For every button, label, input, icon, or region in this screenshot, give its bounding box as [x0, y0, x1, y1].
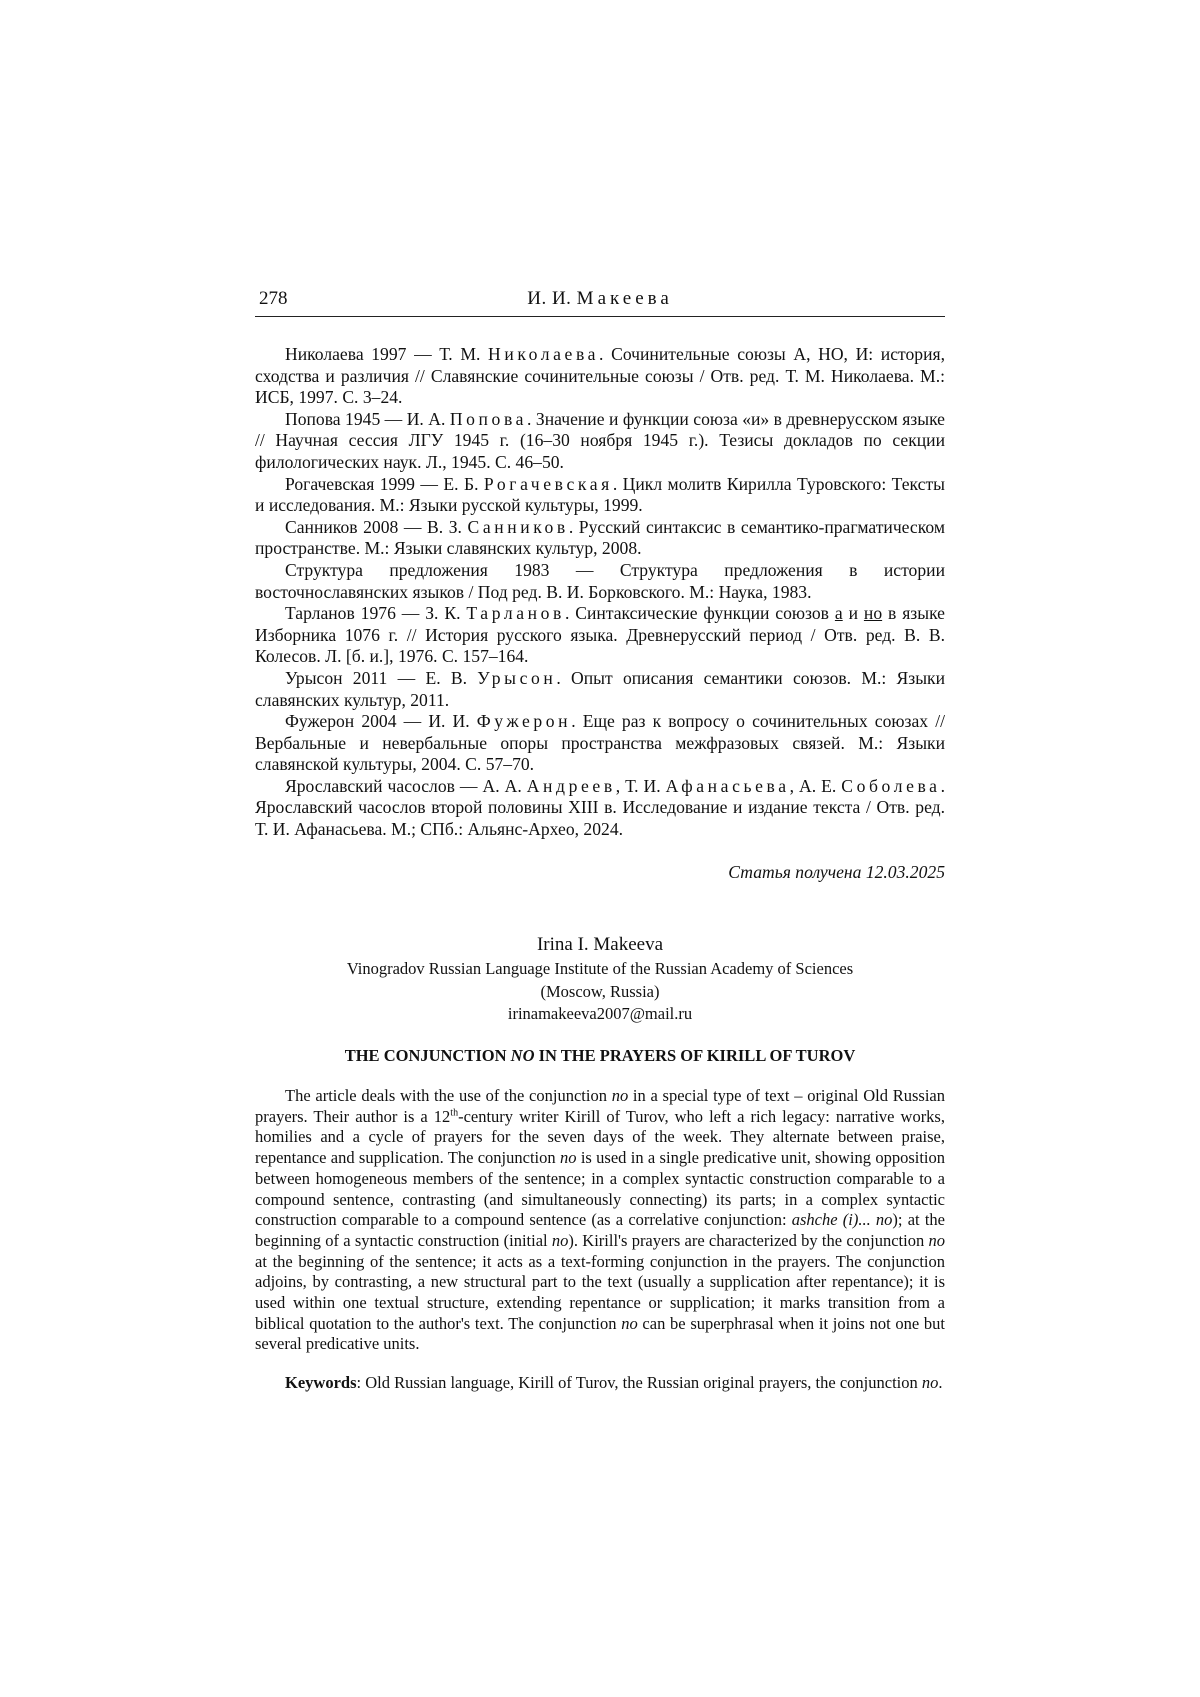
reference-key: Николаева 1997 — Т. М. [285, 344, 481, 364]
reference-item [255, 603, 945, 668]
abstract-italic-term: no [621, 1313, 638, 1333]
abstract-italic-term: no [611, 1086, 629, 1105]
title-text: IN THE PRAYERS OF KIRILL OF TUROV [538, 1046, 856, 1065]
reference-author: Соболева [841, 775, 941, 796]
running-title-initials: И. И. [527, 288, 572, 309]
reference-text: . Еще раз к вопросу о сочинительных союзах // Вербальные и невербальные опоры пространства межфразовых связей. М.: Языки славянской культуры, 2004. С. 57–70. [255, 711, 945, 775]
abstract-italic-term: ashche (i)... no [791, 1210, 893, 1230]
reference-text: . Значение и функции союза «и» в древнерусском языке // Научная сессия ЛГУ 1945 г. (16–30 ноября 1945 г.). Тезисы докладов по секции филологических наук. Л., 1945. С. 46–50. [255, 408, 945, 472]
keywords-italic-term: no [921, 1373, 939, 1392]
reference-item [255, 517, 945, 560]
reference-author: Рогачевская [483, 473, 613, 494]
keywords-label: Keywords [285, 1373, 357, 1392]
reference-key: Тарланов 1976 — З. К. [285, 603, 461, 624]
abstract-italic-term: no [928, 1230, 945, 1250]
abstract-text: can be superphrasal when it joins not one but several predicative units. [255, 1313, 945, 1354]
reference-text: . Сочинительные союзы А, НО, И: история, сходства и различия // Славянские сочинительные союзы / Отв. ред. Т. М. Николаева. М.: ИСБ, 1997. С. 3–24. [255, 344, 945, 408]
page-header [255, 286, 945, 317]
reference-key: Ярославский часослов — А. А. [285, 775, 522, 796]
reference-key: Рогачевская 1999 — Е. Б. [285, 473, 479, 494]
reference-author: Афанасьева [665, 775, 790, 796]
reference-item [255, 776, 945, 841]
title-italic-term: NO [510, 1046, 535, 1065]
affiliation-line: Vinogradov Russian Language Institute of the Russian Academy of Sciences [346, 959, 854, 978]
abstract-paragraph [255, 1086, 945, 1355]
author-name: Irina I. Makeeva [536, 934, 664, 955]
abstract-text: in a special type of text – original Old Russian prayers. Their author is a 12 [255, 1086, 945, 1126]
reference-key: Урысон 2011 — Е. В. [285, 667, 467, 688]
abstract-text: -century writer Kirill of Turov, who left a rich legacy: narrative works, homilies and a cycle of prayers for the seven days of the week. They alternate between praise, repentance and supplication. The conjunction [255, 1106, 945, 1168]
abstract-italic-term: no [551, 1230, 569, 1250]
keywords-paragraph [255, 1373, 945, 1394]
keywords-text: : Old Russian language, Kirill of Turov, the Russian original prayers, the conjunction [356, 1373, 922, 1392]
reference-text: . Ярославский часослов второй половины XIII в. Исследование и издание текста / Отв. ред. Т. И. Афанасьева. М.; СПб.: Альянс-Архео, 2024. [255, 775, 945, 840]
reference-key: Санников 2008 — В. З. [285, 516, 462, 537]
reference-text: , Т. И. [615, 775, 661, 796]
article-title-english [255, 1046, 945, 1066]
reference-author: Санников [467, 516, 569, 537]
abstract-text: ); at the beginning of a syntactic construction (initial [255, 1210, 945, 1250]
underlined-term: а [834, 603, 843, 624]
reference-list [255, 344, 945, 841]
abstract-text: The article deals with the use of the conjunction [285, 1086, 612, 1105]
reference-author: Урысон [477, 667, 557, 688]
reference-author: Попова [449, 408, 528, 429]
reference-text: Структура предложения 1983 — Структура предложения в истории восточнославянских языков / Под ред. В. И. Борковского. М.: Наука, 1983. [255, 559, 945, 602]
reference-text: . Цикл молитв Кирилла Туровского: Тексты и исследования. М.: Языки русской культуры, 1999. [255, 473, 945, 516]
reference-text: в языке Изборника 1076 г. // История русского языка. Древнерусский период / Отв. ред. В. В. Колесов. Л. [б. и.], 1976. С. 157–164. [255, 603, 945, 667]
reference-author: Тарланов [466, 603, 565, 624]
received-date: Статья получена 12.03.2025 [728, 862, 945, 882]
abstract-italic-term: no [559, 1148, 577, 1168]
reference-key: Фужерон 2004 — И. И. [285, 711, 470, 732]
reference-author: Андреев [526, 775, 616, 796]
reference-text: . Русский синтаксис в семантико-прагматическом пространстве. М.: Языки славянских культур, 2008. [255, 516, 945, 559]
reference-text: , А. Е. [789, 775, 837, 796]
running-title [255, 288, 945, 310]
reference-item [255, 409, 945, 474]
reference-text: и [842, 603, 864, 624]
reference-author: Фужерон [476, 711, 572, 732]
title-text: THE CONJUNCTION [344, 1046, 507, 1065]
running-title-surname: Макеева [576, 288, 673, 309]
reference-item [255, 474, 945, 517]
page-number: 278 [259, 288, 288, 309]
reference-item [255, 344, 945, 409]
reference-author: Николаева [488, 344, 600, 364]
affiliation-location: (Moscow, Russia) [540, 981, 660, 1001]
reference-key: Попова 1945 — И. А. [285, 408, 446, 429]
keywords-text: . [938, 1373, 943, 1392]
abstract-text: is used in a single predicative unit, showing opposition between homogeneous members of the sentence; in a complex syntactic construction comparable to a compound sentence, contrasting (and simultaneously connecting) its parts; in a complex syntactic construction comparable to a compound sentence (as a correlative conjunction: [255, 1148, 945, 1230]
reference-text: . Опыт описания семантики союзов. М.: Языки славянских культур, 2011. [255, 667, 945, 710]
reference-item [255, 668, 945, 711]
author-email: irinamakeeva2007@mail.ru [507, 1004, 693, 1023]
reference-text: . Синтаксические функции союзов [564, 603, 835, 624]
abstract-text: ). Kirill's prayers are characterized by the conjunction [568, 1230, 929, 1250]
abstract-text: at the beginning of the sentence; it acts as a text-forming conjunction in the prayers. The conjunction adjoins, by contrasting, a new structural part to the text (usually a supplication after repentance); it is used within one textual structure, extending repentance or supplication; it marks transition from a biblical quotation to the author's text. The conjunction [255, 1251, 945, 1333]
underlined-term: но [863, 603, 883, 624]
english-author-block [255, 932, 945, 1026]
reference-item [255, 560, 945, 603]
superscript: th [450, 1107, 459, 1119]
reference-item [255, 711, 945, 776]
